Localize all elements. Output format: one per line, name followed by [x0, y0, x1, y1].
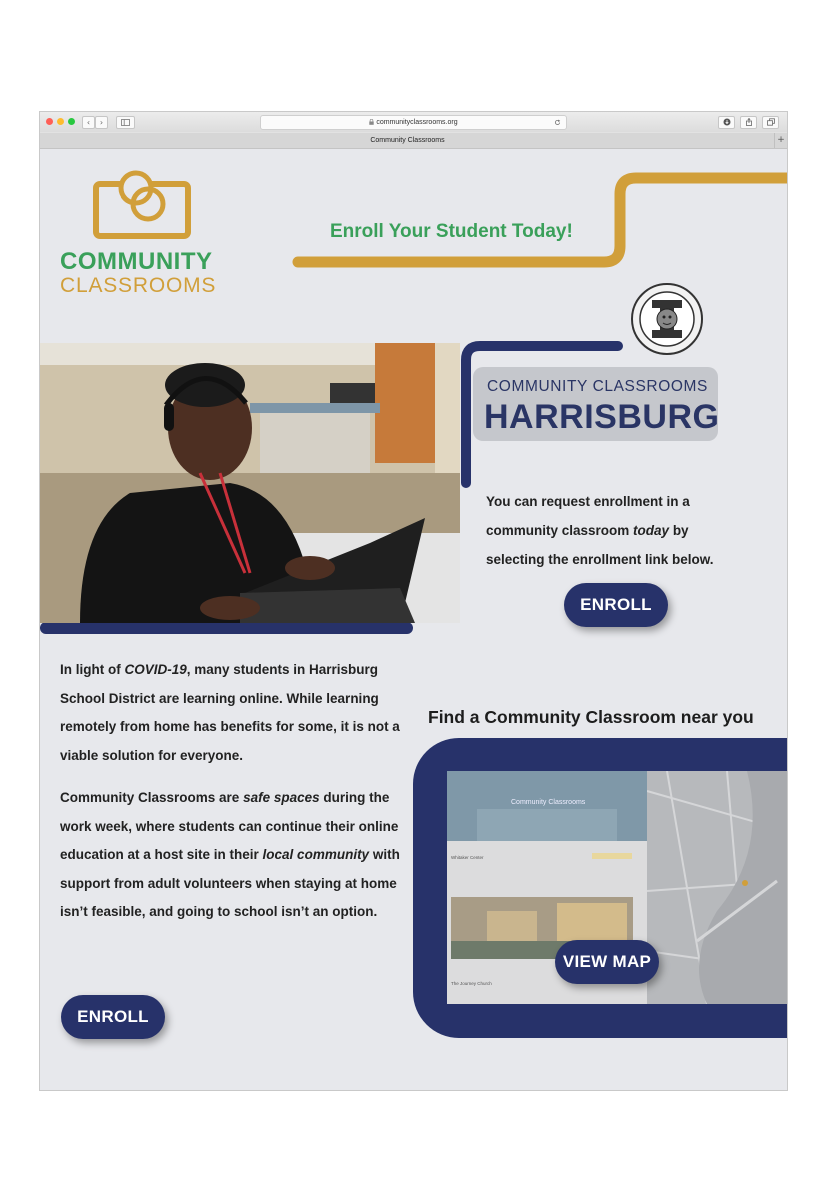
student-photo [40, 343, 460, 623]
district-title: HARRISBURG [484, 398, 720, 436]
tab-active[interactable]: Community Classrooms [370, 137, 445, 144]
lock-icon [369, 119, 374, 125]
request-line-1: You can request enrollment in a [486, 494, 690, 509]
zoom-window-button[interactable] [68, 118, 75, 125]
browser-window [40, 112, 787, 1090]
enroll-tagline: Enroll Your Student Today! [330, 221, 573, 242]
map-preview-title: Community Classrooms [511, 799, 586, 806]
request-line-2-start: community classroom [486, 523, 634, 538]
back-button[interactable]: ‹ [82, 116, 95, 129]
body-text [60, 656, 400, 941]
sidebar-toggle-button[interactable] [116, 116, 135, 129]
share-button[interactable] [740, 116, 757, 129]
district-subtitle: COMMUNITY CLASSROOMS [487, 378, 708, 395]
close-window-button[interactable] [46, 118, 53, 125]
minimize-window-button[interactable] [57, 118, 64, 125]
show-tabs-button[interactable] [762, 116, 779, 129]
request-line-2-end: by [669, 523, 689, 538]
tab-bar [40, 133, 787, 148]
tabs-icon [767, 118, 775, 126]
map-site-1[interactable]: Whitaker Center [451, 855, 484, 860]
map-site-2[interactable]: The Journey Church [451, 981, 492, 986]
student-laptop-photo [40, 343, 460, 623]
safe-spaces-emphasis: safe spaces [243, 790, 320, 805]
covid-paragraph-start: In light of [60, 662, 125, 677]
map-heading: Find a Community Classroom near you [428, 707, 754, 727]
logo-text-classrooms: CLASSROOMS [60, 274, 217, 297]
request-line-3: selecting the enrollment link below. [486, 552, 714, 567]
logo-text-community: COMMUNITY [60, 248, 213, 275]
covid-emphasis: COVID-19 [124, 662, 187, 677]
safe-spaces-start: Community Classrooms are [60, 790, 244, 805]
browser-chrome [40, 112, 787, 149]
forward-button[interactable]: › [95, 116, 108, 129]
local-community-emphasis: local community [262, 847, 370, 862]
enrollment-request-text [486, 487, 714, 574]
url-text: communityclassrooms.org [376, 119, 458, 126]
safe-spaces-paragraph [60, 784, 400, 927]
safe-spaces-middle: during the work week, where students can continue their online education at a host site in their [60, 790, 399, 862]
download-icon [723, 118, 731, 126]
download-button[interactable] [718, 116, 735, 129]
request-line-2-emphasis: today [633, 523, 670, 538]
new-tab-button[interactable]: + [774, 133, 787, 148]
safe-spaces-end: with support from adult volunteers when staying at home isn’t feasible, and going to school isn’t an option. [60, 847, 400, 919]
view-map-button[interactable]: VIEW MAP [555, 940, 659, 984]
covid-paragraph [60, 656, 400, 770]
share-icon [745, 118, 753, 126]
page-content [40, 148, 787, 1090]
address-bar[interactable] [260, 115, 567, 130]
sidebar-icon [121, 119, 130, 126]
browser-toolbar [40, 112, 787, 132]
enroll-button-top[interactable]: ENROLL [564, 583, 668, 627]
request-line-2 [486, 516, 714, 545]
reload-icon[interactable] [554, 119, 561, 126]
enroll-button-bottom[interactable]: ENROLL [61, 995, 165, 1039]
covid-paragraph-end: , many students in Harrisburg School District are learning online. While learning remotely from home has benefits for some, it is not a viable solution for everyone. [60, 662, 400, 763]
